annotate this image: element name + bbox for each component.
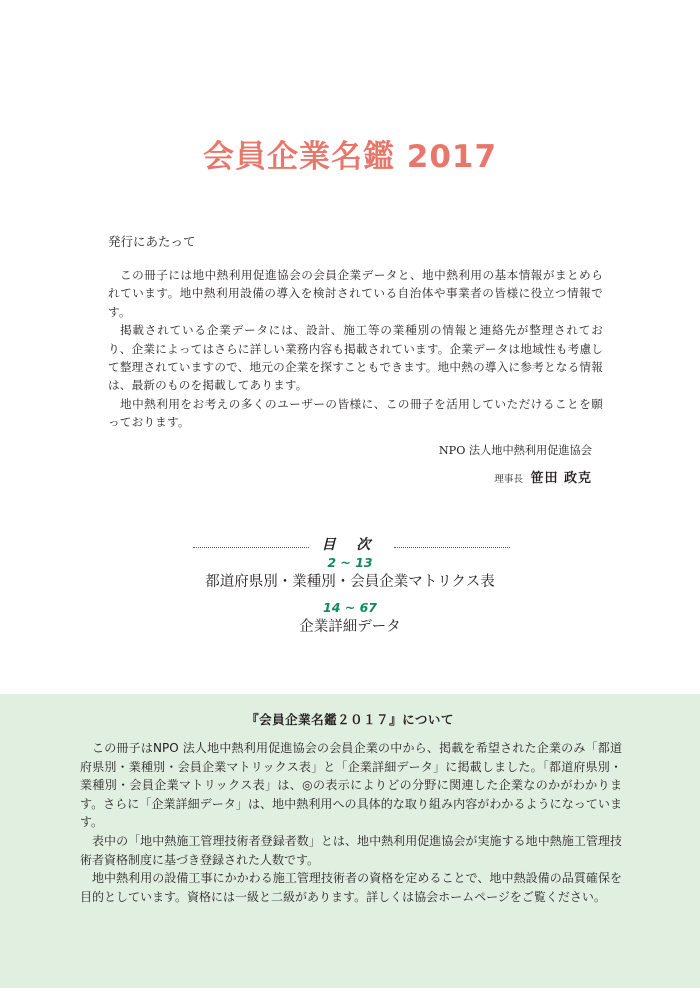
preface-body — [108, 266, 603, 432]
toc-entry[interactable] — [0, 555, 700, 593]
signature-role: 理事長 — [494, 474, 523, 485]
toc-entry[interactable] — [0, 600, 700, 638]
page-title: 会員企業名鑑 2017 — [202, 138, 498, 175]
toc-divider-right — [394, 547, 510, 548]
preface-paragraph: この冊子には地中熱利用促進協会の会員企業データと、地中熱利用の基本情報がまとめられています。地中熱利用設備の導入を検討されている自治体や事業者の皆様に役立つ情報です。 — [108, 268, 603, 319]
signature — [439, 442, 592, 486]
preface-section — [108, 232, 603, 432]
toc-entry-label: 企業詳細データ — [299, 619, 401, 635]
toc-entry-pages: 14 ~ 67 — [323, 600, 377, 615]
about-paragraph: 地中熱利用の設備工事にかかわる施工管理技術者の資格を定めることで、地中熱設備の品質確保を目的としています。資格には一級と二級があります。詳しくは協会ホームページをご覧ください。 — [80, 871, 622, 904]
toc-entry-label: 都道府県別・業種別・会員企業マトリクス表 — [205, 574, 495, 590]
about-paragraph: 表中の「地中熱施工管理技術者登録者数」とは、地中熱利用促進協会が実施する地中熱施工管理技術者資格制度に基づき登録された人数です。 — [80, 833, 622, 867]
signature-organization: NPO 法人地中熱利用促進協会 — [438, 444, 592, 457]
toc-header — [0, 533, 700, 555]
preface-paragraph: 地中熱利用をお考えの多くのユーザーの皆様に、この冊子を活用していただけることを願っております。 — [108, 396, 603, 430]
signature-name: 笹田 政克 — [530, 471, 592, 486]
toc-title: 目 次 — [321, 537, 379, 553]
preface-paragraph: 掲載されている企業データには、設計、施工等の業種別の情報と連絡先が整理されており、企業によってはさらに詳しい業務内容も掲載されています。企業データは地域性も考慮して整理されていますので、地元の企業を探すこともできます。地中熱の導入に参考となる情報は、最新のものを掲載してあります。 — [108, 323, 603, 393]
table-of-contents — [0, 533, 700, 645]
toc-entry-pages: 2 ~ 13 — [327, 555, 373, 570]
about-body — [80, 739, 622, 906]
about-section — [0, 694, 700, 988]
about-paragraph: この冊子はNPO 法人地中熱利用促進協会の会員企業の中から、掲載を希望された企業のみ「都道府県別・業種別・会員企業マトリックス表」と「企業詳細データ」に掲載しました。「都道府県別・業種別・会員企業マトリックス表」は、◎の表示によりどの分野に関連した企業なのかがわかります。さらに「企業詳細データ」は、地中熱利用への具体的な取り組み内容がわかるようになっています。 — [80, 741, 622, 830]
preface-heading: 発行にあたって — [108, 234, 196, 249]
about-title: 『会員企業名鑑２０１７』について — [246, 712, 454, 727]
